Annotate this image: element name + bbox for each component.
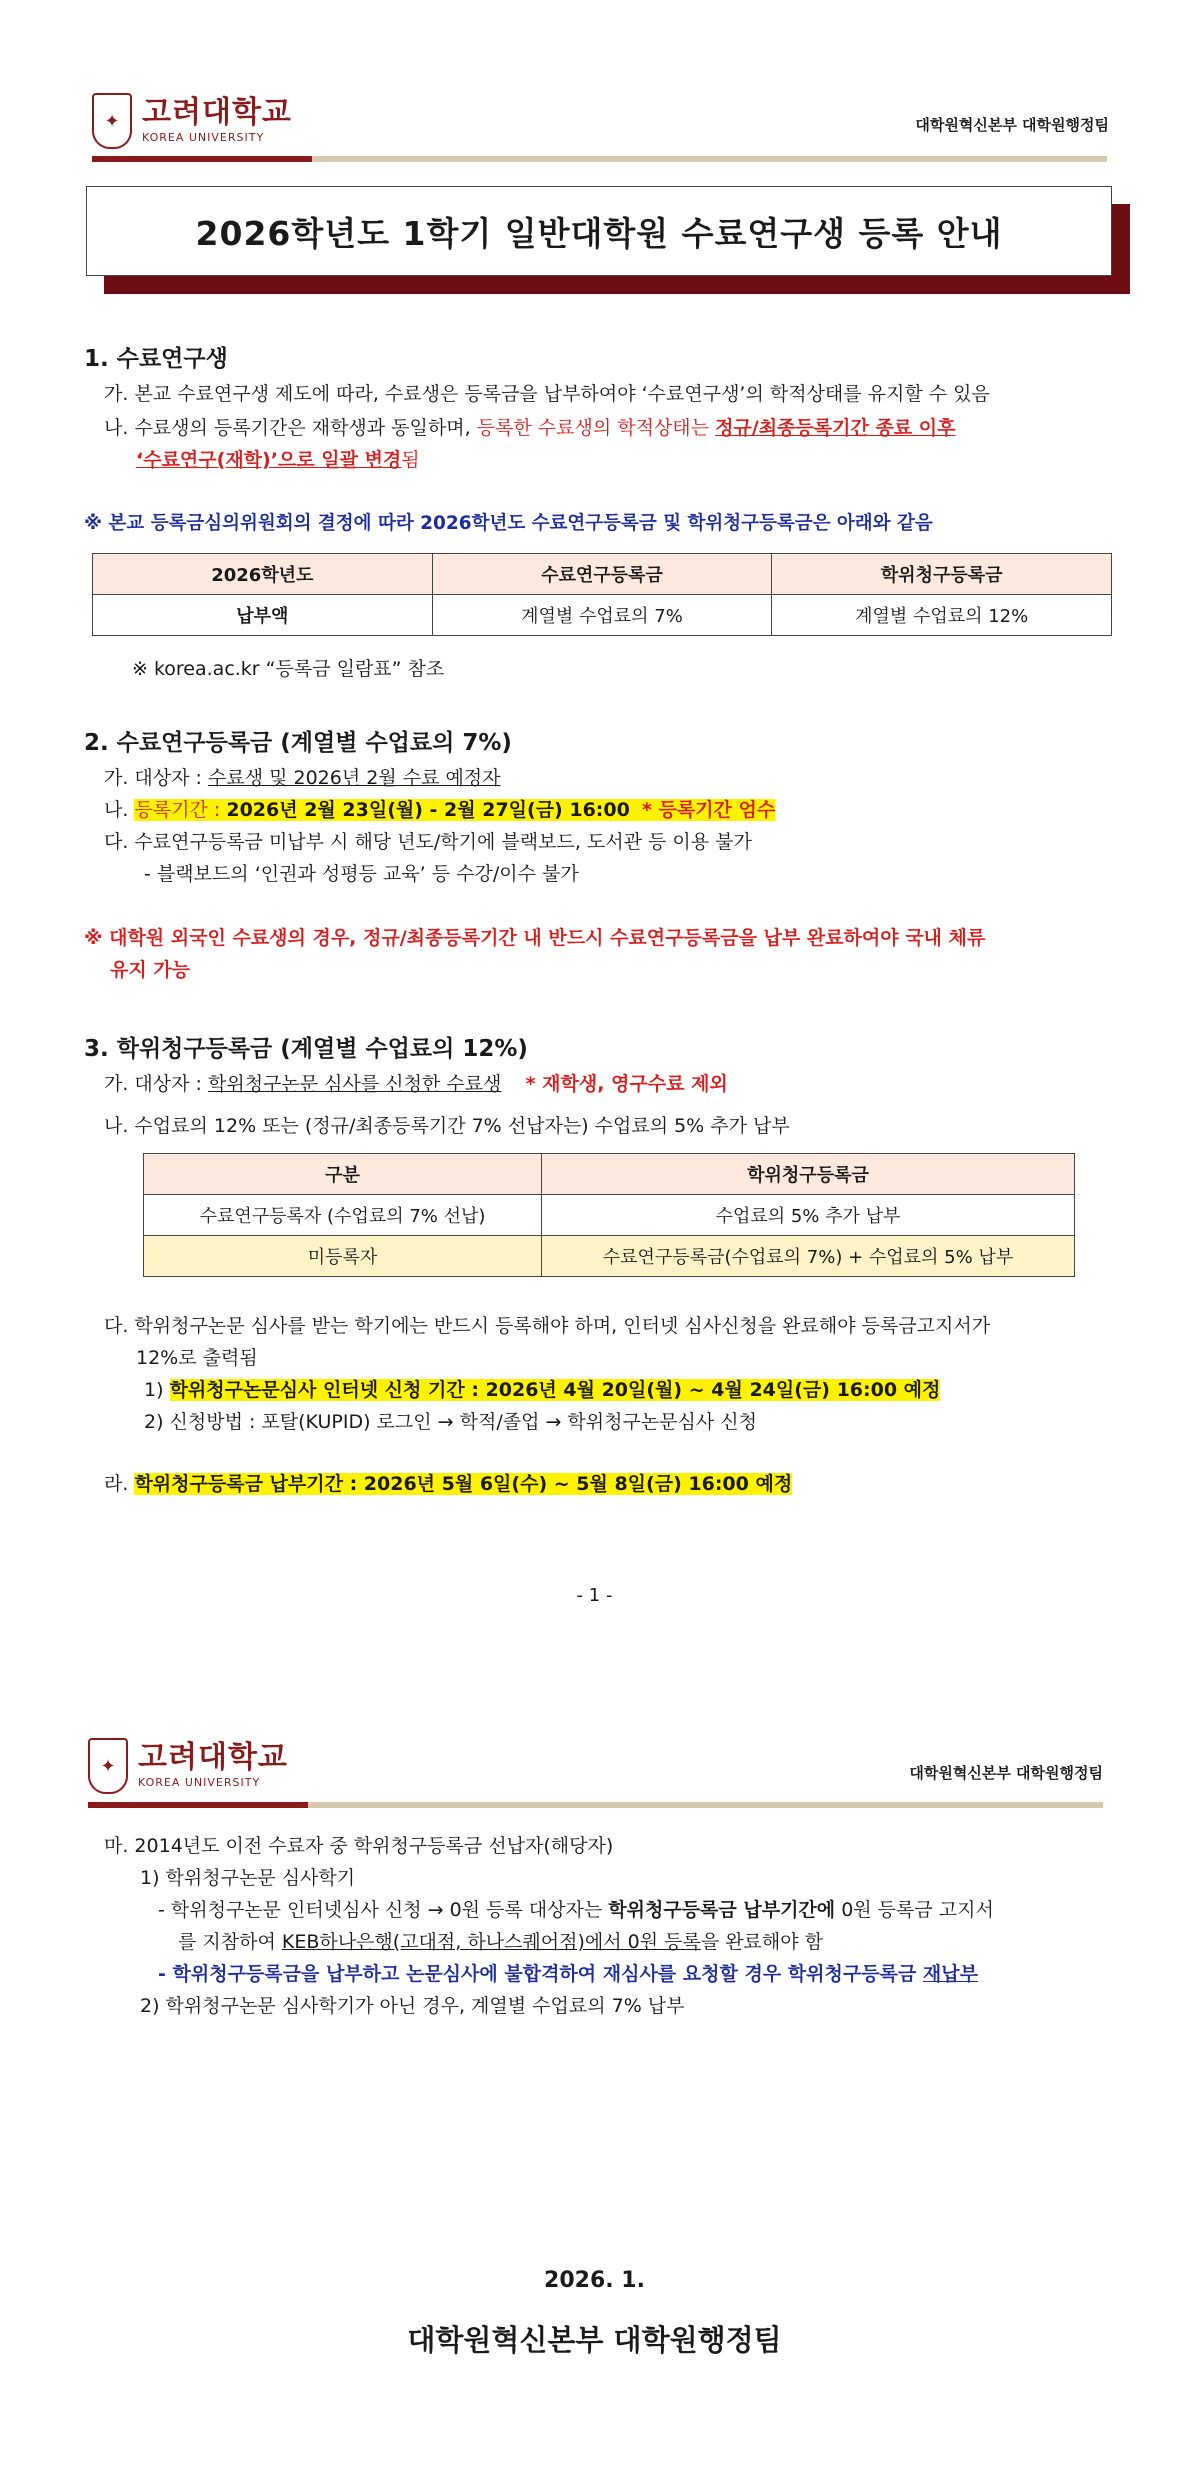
- department-label-page2: 대학원혁신본부 대학원행정팀: [909, 1764, 1103, 1782]
- section2-heading: 2. 수료연구등록금 (계열별 수업료의 7%): [84, 730, 512, 756]
- table-row: [93, 554, 1112, 595]
- logo-english-text: KOREA UNIVERSITY: [142, 131, 265, 144]
- university-seal-icon: ✦: [88, 1738, 128, 1794]
- table-row: [144, 1154, 1075, 1195]
- section2-item-da-sub: - 블랙보드의 ‘인권과 성평등 교육’ 등 수강/이수 불가: [144, 863, 579, 885]
- logo-korean-text: 고려대학교: [138, 1740, 288, 1775]
- university-logo-page2: [88, 1738, 288, 1794]
- university-seal-icon: ✦: [92, 93, 132, 149]
- footer-organization: 대학원혁신본부 대학원행정팀: [407, 2323, 782, 2357]
- table-cell: 계열별 수업료의 7%: [432, 595, 772, 636]
- section3-item-ga: 가. 대상자 : 학위청구논문 심사를 신청한 수료생 * 재학생, 영구수료 제외: [104, 1073, 728, 1095]
- section3-item-ra: 라. 학위청구등록금 납부기간 : 2026년 5월 6일(수) ~ 5월 8일(금) 16:00 예정: [104, 1473, 793, 1495]
- table-header-cell: 수료연구등록금: [432, 554, 772, 595]
- notice-blue: ※ 본교 등록금심의위원회의 결정에 따라 2026학년도 수료연구등록금 및 학위청구등록금은 아래와 같음: [84, 513, 933, 534]
- foreign-notice-line2: 유지 가능: [110, 959, 191, 981]
- section3-da-item1: 1) 학위청구논문심사 인터넷 신청 기간 : 2026년 4월 20일(월) ~ 4월 24일(금) 16:00 예정: [144, 1379, 941, 1401]
- page2-ma-1: 1) 학위청구논문 심사학기: [140, 1867, 356, 1889]
- page2-item-ma: 마. 2014년도 이전 수료자 중 학위청구등록금 선납자(해당자): [104, 1835, 614, 1857]
- table-header-cell: 2026학년도: [93, 554, 433, 595]
- department-label: 대학원혁신본부 대학원행정팀: [915, 116, 1109, 134]
- table-cell: 미등록자: [144, 1236, 542, 1277]
- section3-item-da-cont: 12%로 출력됨: [136, 1347, 258, 1369]
- page-title: 2026학년도 1학기 일반대학원 수료연구생 등록 안내: [86, 186, 1112, 276]
- section2-item-ga: 가. 대상자 : 수료생 및 2026년 2월 수료 예정자: [104, 767, 501, 789]
- page2-ma-1-a: - 학위청구논문 인터넷심사 신청 → 0원 등록 대상자는 학위청구등록금 납부기간에 0원 등록금 고지서: [158, 1899, 994, 1921]
- table-cell: 수료연구등록자 (수업료의 7% 선납): [144, 1195, 542, 1236]
- section1-item-na-cont: ‘수료연구(재학)’으로 일괄 변경됨: [136, 449, 420, 471]
- foreign-notice-line1: ※ 대학원 외국인 수료생의 경우, 정규/최종등록기간 내 반드시 수료연구등록금을 납부 완료하여야 국내 체류: [84, 927, 986, 949]
- table-cell: 납부액: [93, 595, 433, 636]
- section3-heading: 3. 학위청구등록금 (계열별 수업료의 12%): [84, 1036, 528, 1062]
- header-divider: [92, 156, 1107, 162]
- section1-heading: 1. 수료연구생: [84, 346, 228, 372]
- section1-item-ga: 가. 본교 수료연구생 제도에 따라, 수료생은 등록금을 납부하여야 ‘수료연구생’의 학적상태를 유지할 수 있음: [104, 383, 990, 405]
- table-cell: 수료연구등록금(수업료의 7%) + 수업료의 5% 납부: [542, 1236, 1075, 1277]
- table-header-cell: 학위청구등록금: [772, 554, 1112, 595]
- table-cell: 계열별 수업료의 12%: [772, 595, 1112, 636]
- table-row: [144, 1195, 1075, 1236]
- page-number: - 1 -: [576, 1585, 613, 1606]
- logo-korean-text: 고려대학교: [142, 95, 292, 130]
- table-row: [144, 1236, 1075, 1277]
- table-cell: 수업료의 5% 추가 납부: [542, 1195, 1075, 1236]
- section3-item-da: 다. 학위청구논문 심사를 받는 학기에는 반드시 등록해야 하며, 인터넷 심사신청을 완료해야 등록금고지서가: [104, 1315, 991, 1337]
- page2-ma-2: 2) 학위청구논문 심사학기가 아닌 경우, 계열별 수업료의 7% 납부: [140, 1995, 685, 2017]
- logo-english-text: KOREA UNIVERSITY: [138, 1776, 261, 1789]
- university-logo: [92, 93, 292, 149]
- section2-item-na: 나. 등록기간 : 2026년 2월 23일(월) - 2월 27일(금) 16:00 * 등록기간 엄수: [104, 799, 776, 821]
- degree-fee-table: [143, 1153, 1075, 1277]
- page2-ma-1-b: 를 지참하여 KEB하나은행(고대점, 하나스퀘어점)에서 0원 등록을 완료해야 함: [178, 1931, 824, 1953]
- table-header-cell: 구분: [144, 1154, 542, 1195]
- footer-date: 2026. 1.: [544, 2268, 645, 2293]
- table-row: [93, 595, 1112, 636]
- section1-item-na: 나. 수료생의 등록기간은 재학생과 동일하며, 등록한 수료생의 학적상태는 정규/최종등록기간 종료 이후: [104, 417, 956, 439]
- section2-item-da: 다. 수료연구등록금 미납부 시 해당 년도/학기에 블랙보드, 도서관 등 이용 불가: [104, 831, 752, 853]
- table-header-cell: 학위청구등록금: [542, 1154, 1075, 1195]
- section3-item-na: 나. 수업료의 12% 또는 (정규/최종등록기간 7% 선납자는) 수업료의 5% 추가 납부: [104, 1115, 790, 1137]
- fee-table: [92, 553, 1112, 636]
- fee-reference: ※ korea.ac.kr “등록금 일람표” 참조: [132, 658, 445, 680]
- header-divider-page2: [88, 1802, 1103, 1808]
- page2-ma-1-c: - 학위청구등록금을 납부하고 논문심사에 불합격하여 재심사를 요청할 경우 학위청구등록금 재납부: [158, 1963, 978, 1985]
- section3-da-item2: 2) 신청방법 : 포탈(KUPID) 로그인 → 학적/졸업 → 학위청구논문심사 신청: [144, 1411, 758, 1433]
